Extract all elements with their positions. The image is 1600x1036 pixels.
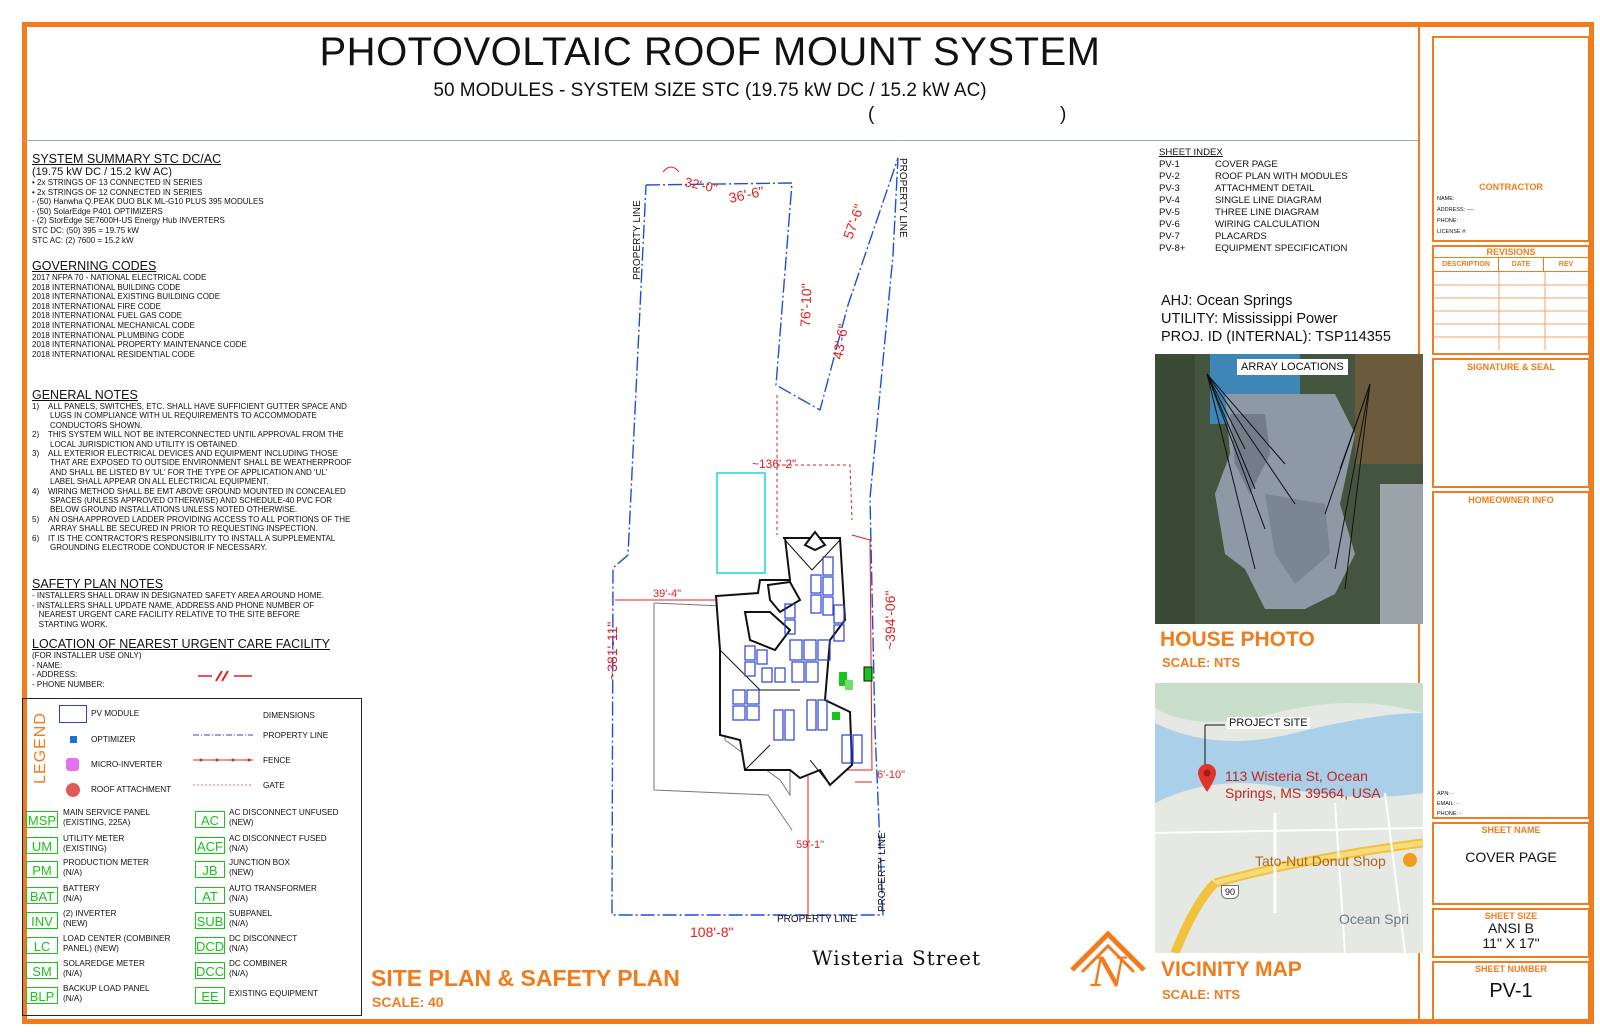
sheet-size-heading: SHEET SIZE: [1484, 911, 1538, 921]
poi-label: Tato-Nut Donut Shop: [1255, 853, 1386, 869]
signature-heading: SIGNATURE & SEAL: [1467, 362, 1555, 372]
sheet-index-row: PV-2 ROOF PLAN WITH MODULES: [1159, 171, 1348, 182]
sheet-name-heading: SHEET NAME: [1481, 825, 1541, 835]
rev-col: REV: [1558, 261, 1574, 268]
equipment: [832, 712, 840, 720]
ahj: AHJ: Ocean Springs: [1161, 293, 1293, 309]
code-desc: EXISTING EQUIPMENT: [229, 989, 319, 998]
urgent-line: - PHONE NUMBER:: [32, 679, 105, 689]
sheet-name: COVER PAGE: [1465, 849, 1557, 865]
legend-title-box: [17, 711, 51, 791]
code-desc: SOLAREDGE METER (N/A): [63, 959, 145, 978]
legend-line-label: FENCE: [263, 756, 291, 765]
urgent-line: (FOR INSTALLER USE ONLY): [32, 651, 142, 660]
street-name: Wisteria Street: [812, 946, 981, 970]
code-desc: MAIN SERVICE PANEL (EXISTING, 225A): [63, 808, 151, 827]
property-line-label: PROPERTY LINE: [777, 914, 857, 925]
summary-line: • 2x STRINGS OF 12 CONNECTED IN SERIES: [32, 187, 203, 197]
contractor-heading: CONTRACTOR: [1479, 182, 1543, 192]
code-line: 2018 INTERNATIONAL PLUMBING CODE: [32, 330, 185, 340]
homeowner-heading: HOMEOWNER INFO: [1468, 495, 1554, 505]
summary-line: - (50) Hanwha Q.PEAK DUO BLK ML-G10 PLUS 395 MODULES: [32, 197, 264, 207]
town-label: Ocean Spri: [1339, 911, 1410, 927]
system-size-subtitle: 50 MODULES - SYSTEM SIZE STC (19.75 kW DC / 15.2 kW AC): [433, 80, 987, 101]
pv-module-symbol: [59, 705, 87, 723]
code-desc: UTILITY METER (EXISTING): [63, 834, 125, 853]
utility: UTILITY: Mississippi Power: [1161, 311, 1338, 327]
code-desc: AC DISCONNECT FUSED (N/A): [229, 834, 327, 853]
project-site-callout: PROJECT SITE: [1229, 717, 1308, 729]
site-plan-title: SITE PLAN & SAFETY PLAN: [371, 965, 680, 991]
code-line: 2018 INTERNATIONAL EXISTING BUILDING CODE: [32, 292, 221, 302]
sheet-index-row: PV-8+ EQUIPMENT SPECIFICATION: [1159, 243, 1348, 254]
dim-label: ~381'-11": [604, 621, 620, 680]
summary-line: STC AC: (2) 7600 = 15.2 kW: [32, 235, 134, 245]
system-summary: [32, 152, 372, 245]
project-info: [1161, 292, 1391, 346]
homeowner-fields: APN: - EMAIL: - PHONE: -: [1437, 791, 1462, 817]
contractor-fields: NAME: ADDRESS: ---- PHONE: LICENSE #:: [1437, 196, 1474, 235]
note-item: 3) ALL EXTERIOR ELECTRICAL DEVICES AND EQUIPMENT INCLUDING THOSE THAT ARE EXPOSED TO OUTSIDE ENVIRONMENT SHALL BE WEATHERPROOF AND SHALL BE LISTED BY 'UL' FOR THE TYPE OF APPLICATION AND 'UL' LABEL SHALL APPEAR ON ALL ELECTRICAL EQUIPMENT.: [32, 449, 352, 487]
code-line: 2018 INTERNATIONAL FUEL GAS CODE: [32, 311, 182, 321]
dim-label: 43'-6": [829, 322, 852, 361]
code-desc: DC COMBINER (N/A): [229, 959, 288, 978]
dim-label: 76'-10": [797, 283, 815, 328]
code-line: 2017 NFPA 70 - NATIONAL ELECTRICAL CODE: [32, 273, 207, 282]
dim-label: 39'-4": [653, 588, 682, 600]
micro-inverter-symbol: [66, 758, 79, 771]
sheet-name-box: [1432, 822, 1590, 905]
code-desc: LOAD CENTER (COMBINER PANEL) (NEW): [63, 934, 171, 953]
code-bat: BAT: [26, 887, 58, 904]
legend-line-label: DIMENSIONS: [263, 711, 315, 720]
note-item: 2) THIS SYSTEM WILL NOT BE INTERCONNECTED UNTIL APPROVAL FROM THE LOCAL JURISDICTION AND UTILITY IS OBTAINED.: [32, 430, 344, 449]
safety-line: - INSTALLERS SHALL UPDATE NAME, ADDRESS AND PHONE NUMBER OF: [32, 600, 315, 610]
code-desc: AC DISCONNECT UNFUSED (NEW): [229, 808, 339, 827]
fence: [777, 465, 852, 520]
sheet-index-row: PV-7 PLACARDS: [1159, 231, 1267, 242]
safety-line: - INSTALLERS SHALL DRAW IN DESIGNATED SAFETY AREA AROUND HOME.: [32, 591, 324, 600]
legend-symbol-label: PV MODULE: [91, 709, 140, 718]
sheet-index-row: PV-3 ATTACHMENT DETAIL: [1159, 183, 1315, 194]
legend-line-label: PROPERTY LINE: [263, 731, 329, 740]
code-line: 2018 INTERNATIONAL MECHANICAL CODE: [32, 320, 195, 330]
code-line: 2018 INTERNATIONAL BUILDING CODE: [32, 282, 181, 292]
line-type-samples: [193, 731, 255, 791]
safety-notes-heading: SAFETY PLAN NOTES: [32, 577, 164, 591]
code-desc: PRODUCTION METER (N/A): [63, 858, 149, 877]
route-shield: 90: [1221, 885, 1239, 899]
code-blp: BLP: [26, 987, 58, 1004]
sheet-index: [1159, 147, 1348, 255]
vicinity-map-title: VICINITY MAP: [1161, 958, 1302, 981]
north-letter: N: [1091, 950, 1126, 996]
dim-label: 57'-6": [839, 202, 868, 242]
poi-icon: [1403, 853, 1417, 867]
code-at: AT: [195, 887, 225, 904]
governing-codes-heading: GOVERNING CODES: [32, 259, 157, 273]
note-item: 4) WIRING METHOD SHALL BE EMT ABOVE GROUND MOUNTED IN CONCEALED SPACES (UNLESS APPROVED OTHERWISE) AND SCHEDULE-40 PVC FOR BELOW GROUND INSTALLATIONS UNLESS NOTED OTHERWISE.: [32, 486, 346, 515]
code-line: 2018 INTERNATIONAL PROPERTY MAINTENANCE CODE: [32, 340, 247, 350]
revision-grid: [1434, 272, 1588, 350]
site-address: 113 Wisteria St, Ocean Springs, MS 39564, USA: [1225, 768, 1381, 801]
sheet-index-row: PV-5 THREE LINE DIAGRAM: [1159, 207, 1319, 218]
legend-line-label: GATE: [263, 781, 285, 790]
paren-close: ): [1060, 104, 1067, 125]
sheet-number-heading: SHEET NUMBER: [1474, 964, 1547, 974]
dim-label: ~394'-06": [882, 590, 898, 650]
dim-label: 36'-6": [727, 182, 766, 206]
code-sub: SUB: [196, 914, 224, 929]
sheet-size-box: [1432, 908, 1590, 958]
urgent-line: - ADDRESS:: [32, 670, 78, 680]
equipment: [864, 667, 872, 681]
summary-line: - (2) StorEdge SE7600H-US Energy Hub INVERTERS: [32, 216, 225, 226]
note-item: 6) IT IS THE CONTRACTOR'S RESPONSIBILITY TO INSTALL A SUPPLEMENTAL GROUNDING ELECTRODE CONDUCTOR IF NECESSARY.: [32, 533, 335, 553]
general-notes: [32, 388, 352, 553]
property-line: [612, 158, 898, 915]
rev-col: DESCRIPTION: [1434, 258, 1499, 271]
revisions-heading: REVISIONS: [1434, 247, 1588, 258]
code-pm: PM: [26, 861, 58, 878]
code-msp: MSP: [27, 813, 57, 828]
roof-attachment-symbol: [66, 783, 80, 797]
note-item: 1) ALL PANELS, SWITCHES, ETC. SHALL HAVE SUFFICIENT GUTTER SPACE AND LUGS IN COMPLIANCE WITH UL REQUIREMENTS TO ACCOMMODATE CONDUCTORS SHOWN.: [32, 402, 347, 430]
property-line-label: PROPERTY LINE: [897, 158, 908, 238]
legend-symbol-label: OPTIMIZER: [91, 735, 136, 744]
code-ac: AC: [195, 811, 225, 828]
optimizer-symbol: [70, 736, 77, 743]
dim-label: 32'-0": [683, 174, 719, 196]
vicinity-map: [1155, 683, 1423, 953]
code-lc: LC: [26, 937, 58, 954]
code-ee: EE: [195, 987, 225, 1004]
sheet-index-row: PV-6 WIRING CALCULATION: [1159, 219, 1320, 230]
system-summary-heading: SYSTEM SUMMARY STC DC/AC: [32, 152, 222, 166]
summary-line: • 2x STRINGS OF 13 CONNECTED IN SERIES: [32, 178, 203, 187]
sheet-number-box: [1432, 961, 1590, 1021]
sheet-size: ANSI B 11" X 17": [1482, 920, 1540, 951]
summary-line: STC DC: (50) 395 = 19.75 kW: [32, 225, 139, 235]
code-desc: DC DISCONNECT (N/A): [229, 934, 298, 953]
code-desc: SUBPANEL (N/A): [229, 909, 273, 928]
paren-open: (: [868, 104, 875, 125]
contractor-box: [1432, 36, 1590, 242]
array-locations-callout: ARRAY LOCATIONS: [1237, 359, 1348, 375]
legend-title: LEGEND: [31, 712, 49, 784]
house-photo-scale: SCALE: NTS: [1162, 655, 1240, 670]
house-photo: [1155, 354, 1423, 624]
sheet-index-row: PV-1 COVER PAGE: [1159, 159, 1278, 170]
urgent-line: - NAME:: [32, 660, 63, 670]
equipment: [845, 680, 853, 690]
site-plan-scale: SCALE: 40: [372, 994, 444, 1010]
code-dcd: DCD: [196, 939, 225, 954]
break-symbol: [198, 670, 254, 682]
legend-symbol-label: MICRO-INVERTER: [91, 760, 163, 769]
house-photo-title: HOUSE PHOTO: [1160, 628, 1315, 651]
summary-line: - (50) SolarEdge P401 OPTIMIZERS: [32, 206, 163, 216]
general-notes-heading: GENERAL NOTES: [32, 388, 138, 402]
sheet-number: PV-1: [1489, 980, 1533, 1002]
urgent-care-heading: LOCATION OF NEAREST URGENT CARE FACILITY: [32, 637, 330, 651]
safety-notes: [32, 577, 372, 629]
dim-label: 6'-10": [877, 769, 906, 781]
sheet-index-row: PV-4 SINGLE LINE DIAGRAM: [1159, 195, 1322, 206]
property-line-label: PROPERTY LINE: [877, 832, 888, 912]
rev-col: DATE: [1499, 258, 1544, 271]
code-um: UM: [26, 837, 58, 854]
code-desc: BATTERY (N/A): [63, 884, 101, 903]
page-title: PHOTOVOLTAIC ROOF MOUNT SYSTEM: [319, 30, 1101, 74]
safety-line: STARTING WORK.: [32, 619, 108, 629]
project-id: PROJ. ID (INTERNAL): TSP114355: [1161, 329, 1391, 345]
code-line: 2018 INTERNATIONAL FIRE CODE: [32, 301, 161, 311]
code-desc: JUNCTION BOX (NEW): [229, 858, 290, 877]
note-item: 5) AN OSHA APPROVED LADDER PROVIDING ACCESS TO ALL PORTIONS OF THE ARRAY SHALL BE SECURED IN PRIOR TO REQUESTING INSPECTION.: [32, 514, 351, 534]
house: [716, 532, 852, 785]
header-divider: [22, 140, 1418, 141]
safety-line: NEAREST URGENT CARE FACILITY RELATIVE TO THE SITE BEFORE: [32, 610, 300, 620]
code-sm: SM: [26, 962, 58, 979]
pool: [717, 473, 765, 573]
vicinity-map-scale: SCALE: NTS: [1162, 987, 1240, 1002]
code-dcc: DCC: [196, 964, 225, 979]
code-desc: (2) INVERTER (NEW): [63, 909, 117, 928]
dim-label: ~136'-2": [752, 457, 797, 471]
code-inv: INV: [26, 912, 58, 929]
dim-label: 59'-1": [796, 839, 825, 851]
dim-label: 108'-8": [690, 924, 734, 940]
code-jb: JB: [195, 861, 225, 878]
code-acf: ACF: [197, 839, 223, 854]
code-desc: AUTO TRANSFORMER (N/A): [229, 884, 317, 903]
code-line: 2018 INTERNATIONAL RESIDENTIAL CODE: [32, 349, 195, 359]
system-summary-size: (19.75 kW DC / 15.2 kW AC): [32, 166, 172, 178]
homeowner-box: [1432, 491, 1590, 819]
governing-codes: [32, 259, 372, 359]
revisions-box: [1432, 245, 1590, 355]
legend: [22, 698, 362, 1016]
code-desc: BACKUP LOAD PANEL (N/A): [63, 984, 150, 1003]
site-plan-drawing: [380, 145, 1140, 950]
map-pin-icon: [1197, 763, 1217, 793]
property-line-label: PROPERTY LINE: [632, 200, 643, 280]
legend-symbol-label: ROOF ATTACHMENT: [91, 785, 172, 794]
sheet-index-heading: SHEET INDEX: [1159, 147, 1223, 158]
aerial-image: [1155, 354, 1423, 624]
signature-box: [1432, 358, 1590, 488]
